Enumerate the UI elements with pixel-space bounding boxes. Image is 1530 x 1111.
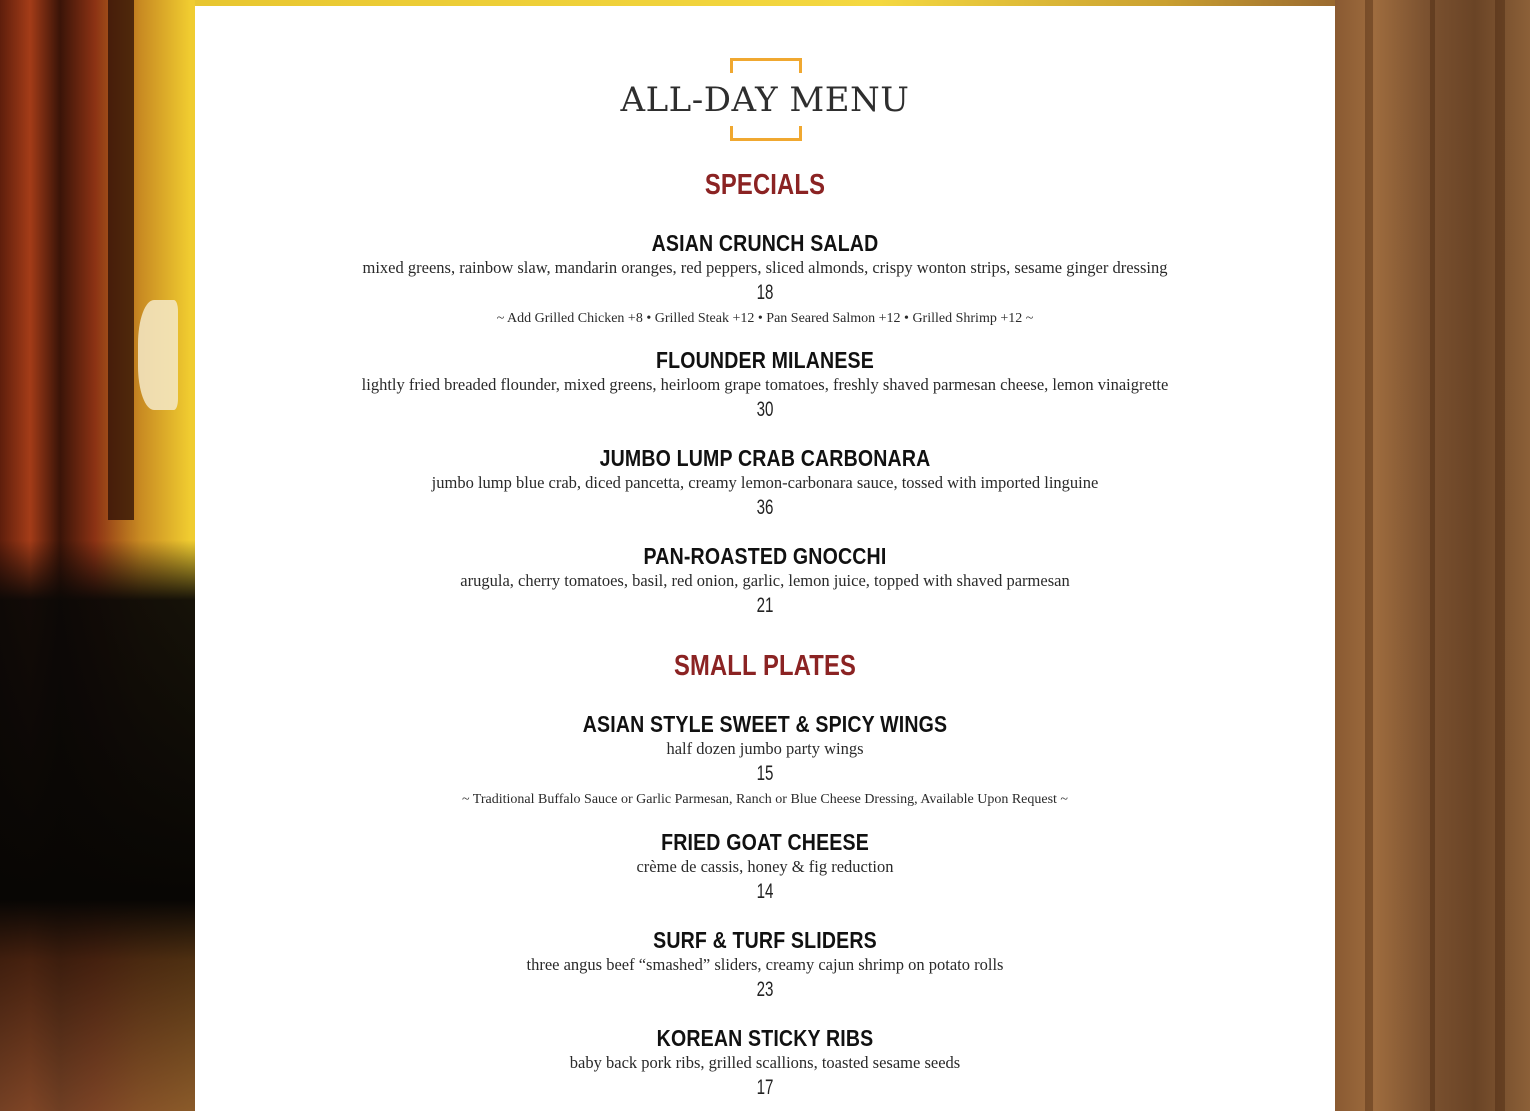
item-name: FRIED GOAT CHEESE <box>661 829 869 855</box>
item-price: 30 <box>756 398 774 421</box>
item-price: 21 <box>756 594 774 617</box>
item-name: JUMBO LUMP CRAB CARBONARA <box>599 445 931 471</box>
item-price: 15 <box>756 762 774 785</box>
item-price: 18 <box>756 281 774 304</box>
item-price: 14 <box>756 880 774 903</box>
menu-item <box>195 347 1335 423</box>
item-description: jumbo lump blue crab, diced pancetta, creamy lemon-carbonara sauce, tossed with imported linguine <box>431 473 1099 492</box>
section-heading-specials: SPECIALS <box>704 169 826 201</box>
item-note: ~ Add Grilled Chicken +8 • Grilled Steak +12 • Pan Seared Salmon +12 • Grilled Shrimp +12 ~ <box>496 311 1034 326</box>
menu-item <box>195 445 1335 521</box>
item-name: KOREAN STICKY RIBS <box>656 1025 874 1051</box>
menu-title-block <box>195 58 1335 144</box>
menu-item <box>195 829 1335 905</box>
menu-item <box>195 927 1335 1003</box>
item-description: mixed greens, rainbow slaw, mandarin oranges, red peppers, sliced almonds, crispy wonton strips, sesame ginger dressing <box>362 258 1168 277</box>
item-description: three angus beef “smashed” sliders, creamy cajun shrimp on potato rolls <box>526 955 1004 974</box>
background-dark-bar <box>108 0 134 520</box>
background-right-panel <box>1335 0 1530 1111</box>
menu-title: ALL-DAY MENU <box>620 80 910 120</box>
item-name: ASIAN CRUNCH SALAD <box>651 230 879 256</box>
item-price: 17 <box>756 1076 774 1099</box>
item-price: 36 <box>756 496 774 519</box>
menu-item <box>195 711 1335 810</box>
title-bracket-bottom <box>730 126 802 141</box>
item-name: PAN-ROASTED GNOCCHI <box>643 543 887 569</box>
item-name: SURF & TURF SLIDERS <box>653 927 877 953</box>
background-left-panel <box>0 0 195 1111</box>
item-description: crème de cassis, honey & fig reduction <box>636 857 894 876</box>
background-streak <box>1495 0 1505 1111</box>
title-bracket-top <box>730 58 802 73</box>
item-description: baby back pork ribs, grilled scallions, toasted sesame seeds <box>569 1053 961 1072</box>
menu-item <box>195 230 1335 329</box>
item-description: arugula, cherry tomatoes, basil, red onion, garlic, lemon juice, topped with shaved parmesan <box>460 571 1070 590</box>
background-streak <box>1430 0 1435 1111</box>
item-name: ASIAN STYLE SWEET & SPICY WINGS <box>582 711 948 737</box>
item-description: lightly fried breaded flounder, mixed greens, heirloom grape tomatoes, freshly shaved parmesan cheese, lemon vinaigrette <box>361 375 1169 394</box>
item-name: FLOUNDER MILANESE <box>656 347 874 373</box>
section-heading-small-plates: SMALL PLATES <box>673 650 857 682</box>
item-price: 23 <box>756 978 774 1001</box>
background-streak <box>1365 0 1373 1111</box>
item-note: ~ Traditional Buffalo Sauce or Garlic Parmesan, Ranch or Blue Cheese Dressing, Available Upon Request ~ <box>461 792 1068 807</box>
menu-item <box>195 543 1335 619</box>
background-highlight <box>138 300 178 410</box>
menu-card <box>195 6 1335 1111</box>
menu-item <box>195 1025 1335 1101</box>
item-description: half dozen jumbo party wings <box>666 739 864 758</box>
